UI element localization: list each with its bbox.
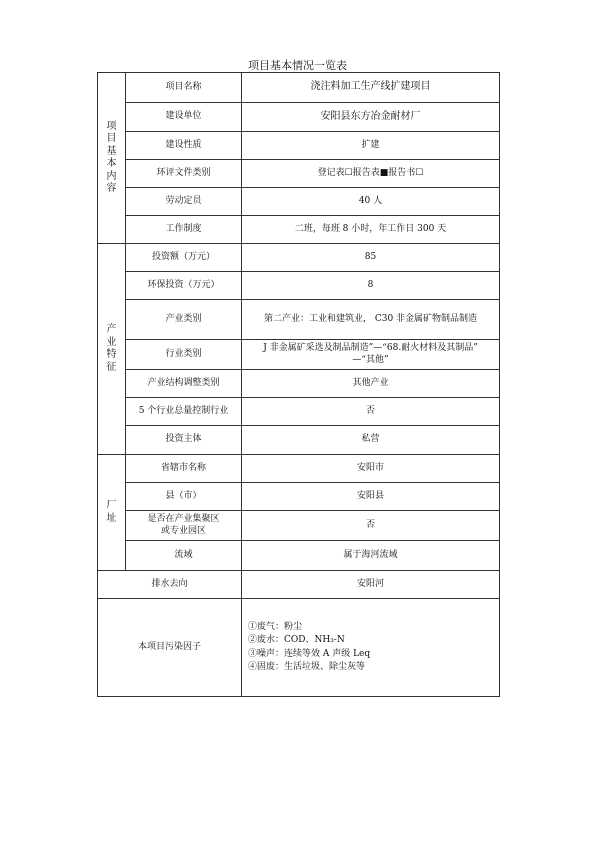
industry-category-value: 第二产业：工业和建筑业， C30 非金属矿物制品制造 xyxy=(242,300,500,340)
row-label: 行业类别 xyxy=(126,340,242,370)
eia-type-value: 登记表☐报告表■报告书☐ xyxy=(242,160,500,188)
list-item: ④固废：生活垃圾、除尘灰等 xyxy=(248,661,366,672)
structure-adjust-value: 其他产业 xyxy=(242,370,500,398)
row-label: 工作制度 xyxy=(126,216,242,244)
row-label: 投资额（万元） xyxy=(126,244,242,272)
table-row xyxy=(98,455,500,483)
document-title: 项目基本情况一览表 xyxy=(248,59,347,72)
table-row xyxy=(98,370,500,398)
table-row xyxy=(98,541,500,571)
table-row xyxy=(98,511,500,541)
builder-value: 安阳县东方冶金耐材厂 xyxy=(242,103,500,132)
drainage-value: 安阳河 xyxy=(242,571,500,599)
table-row xyxy=(98,571,500,599)
row-label: 环保投资（万元） xyxy=(126,272,242,300)
table-row xyxy=(98,103,500,132)
project-name-value: 浇注料加工生产线扩建项目 xyxy=(242,73,500,103)
city-value: 安阳市 xyxy=(242,455,500,483)
group-label-industry: 产 业 特 征 xyxy=(98,244,126,455)
group-label-site: 厂 址 xyxy=(98,455,126,571)
park-value: 否 xyxy=(242,511,500,541)
county-value: 安阳县 xyxy=(242,483,500,511)
row-label: 建设单位 xyxy=(126,103,242,132)
row-label: 劳动定员 xyxy=(126,188,242,216)
table-row xyxy=(98,483,500,511)
row-label: 是否在产业集聚区 或专业园区 xyxy=(126,511,242,541)
table-row xyxy=(98,132,500,160)
row-label: 县（市） xyxy=(126,483,242,511)
table-row xyxy=(98,599,500,697)
row-label: 排水去向 xyxy=(98,571,242,599)
list-item: ②废水：COD、NH₃-N xyxy=(248,635,345,646)
staff-value: 40 人 xyxy=(242,188,500,216)
table-row xyxy=(98,398,500,426)
row-label: 产业结构调整类别 xyxy=(126,370,242,398)
row-label: 本项目污染因子 xyxy=(98,599,242,697)
investor-value: 私营 xyxy=(242,426,500,455)
table-row xyxy=(98,216,500,244)
table-row xyxy=(98,272,500,300)
group-label-basic-info: 项 目 基 本 内 容 xyxy=(98,73,126,244)
pollutants-list xyxy=(242,599,500,697)
table-row xyxy=(98,73,500,103)
project-info-table xyxy=(97,72,500,697)
row-label: 建设性质 xyxy=(126,132,242,160)
table-row xyxy=(98,426,500,455)
env-investment-value: 8 xyxy=(242,272,500,300)
table-row xyxy=(98,160,500,188)
work-system-value: 二班，每班 8 小时，年工作日 300 天 xyxy=(242,216,500,244)
nature-value: 扩建 xyxy=(242,132,500,160)
row-label: 投资主体 xyxy=(126,426,242,455)
list-item: ①废气：粉尘 xyxy=(248,622,303,633)
five-industries-value: 否 xyxy=(242,398,500,426)
basin-value: 属于海河流域 xyxy=(242,541,500,571)
row-label: 项目名称 xyxy=(126,73,242,103)
row-label: 流域 xyxy=(126,541,242,571)
table-row xyxy=(98,300,500,340)
table-row xyxy=(98,244,500,272)
row-label: 产业类别 xyxy=(126,300,242,340)
row-label: 环评文件类别 xyxy=(126,160,242,188)
trade-category-value: J 非金属矿采选及制品制造”—“68.耐火材料及其制品” —“其他” xyxy=(242,340,500,370)
list-item: ③噪声：连续等效 A 声级 Leq xyxy=(248,648,371,659)
row-label: 省辖市名称 xyxy=(126,455,242,483)
table-row xyxy=(98,340,500,370)
table-row xyxy=(98,188,500,216)
investment-value: 85 xyxy=(242,244,500,272)
row-label: 5 个行业总量控制行业 xyxy=(126,398,242,426)
